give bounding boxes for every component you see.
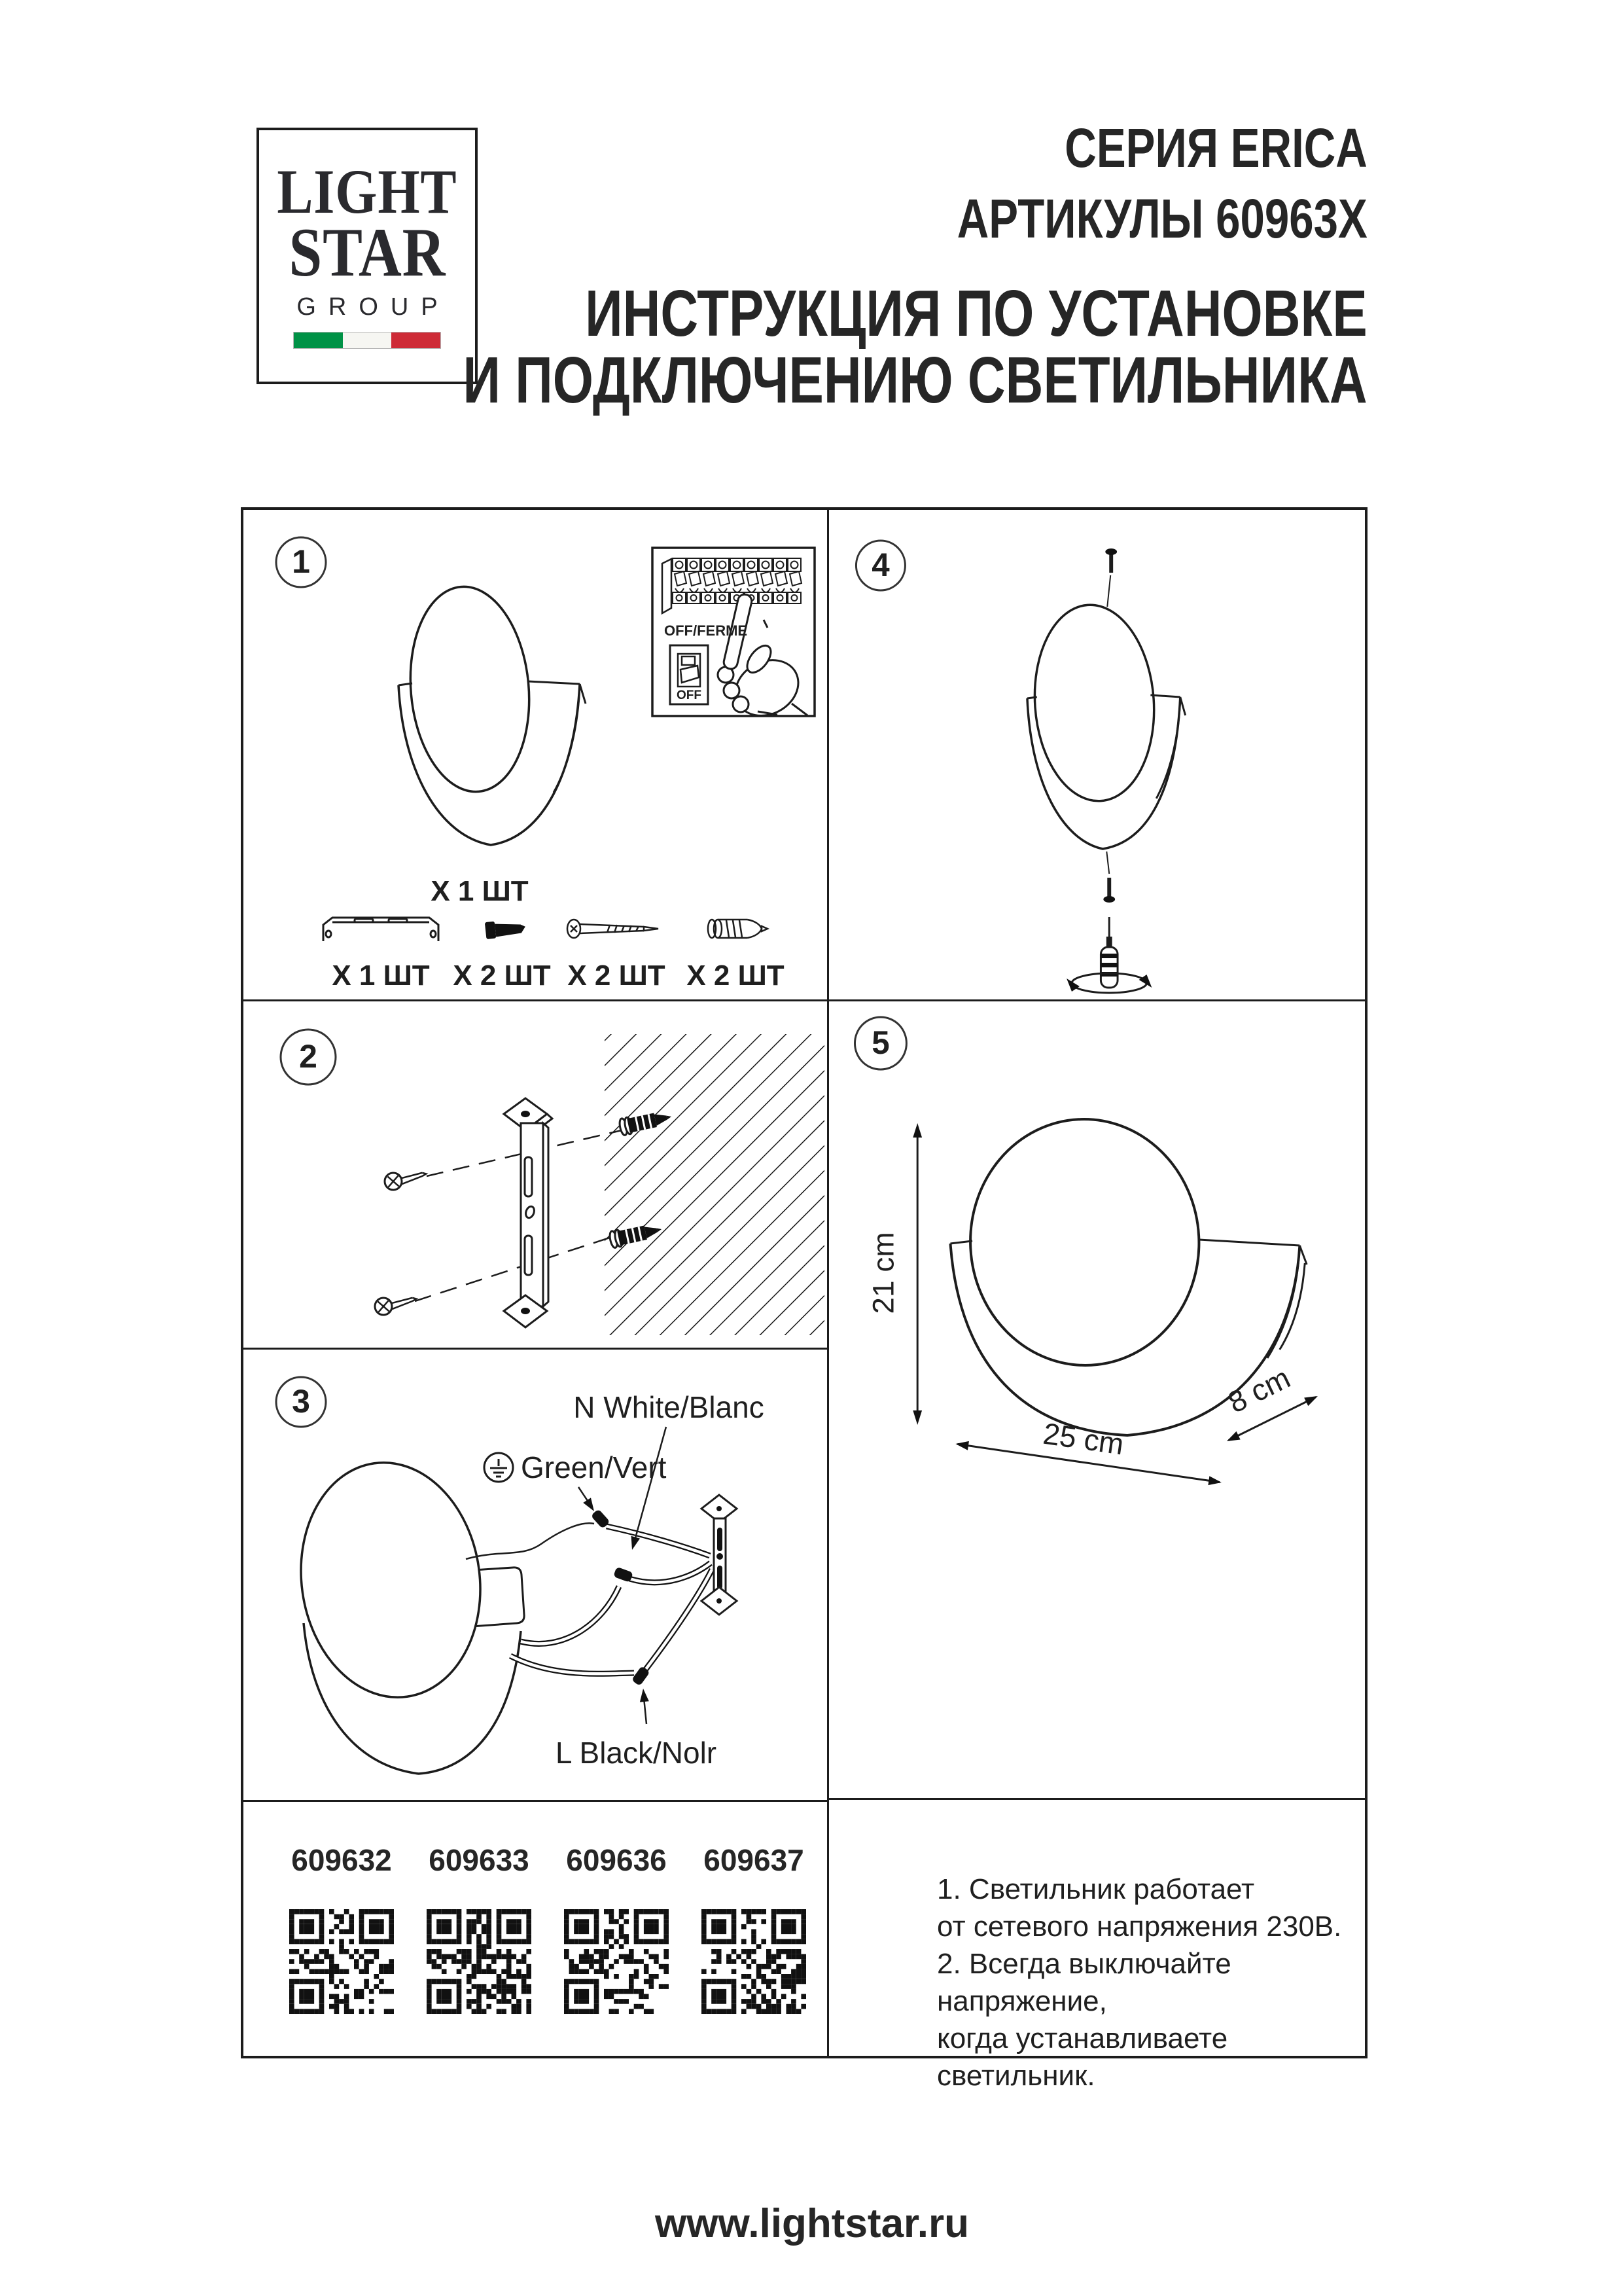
top-screw-icon — [1105, 548, 1117, 573]
step-number: 5 — [872, 1024, 890, 1062]
qr-item — [701, 1842, 806, 1992]
step-number: 2 — [299, 1038, 317, 1075]
panel-step-4 — [829, 510, 1365, 1001]
screw-icon-lower — [374, 1295, 417, 1315]
panel-step-2 — [243, 1001, 829, 1350]
qr-code-image — [564, 1887, 669, 2036]
wall-anchor-part-icon — [708, 920, 768, 938]
note-line: от сетевого напряжения 230В. — [937, 1910, 1342, 1943]
wall-hatch-area — [605, 1034, 824, 1335]
panel-qr-codes — [243, 1802, 829, 2056]
qr-item — [564, 1842, 669, 1992]
alignment-dashes — [415, 1130, 622, 1301]
article-number: 609636 — [566, 1843, 667, 1877]
instruction-line-2: И ПОДКЛЮЧЕНИЮ СВЕТИЛЬНИКА — [463, 344, 1368, 417]
breaker-off-label: OFF/FERME — [664, 622, 748, 639]
bottom-screw-icon — [1103, 878, 1115, 903]
long-screw-qty-label: Х 2 ШТ — [567, 960, 665, 992]
height-dimension-arrow — [913, 1123, 922, 1425]
wall-lamp-drawing — [1027, 601, 1186, 849]
switch-off-label: OFF — [677, 689, 701, 702]
step3-illustration — [243, 1350, 827, 1800]
bracket-qty-label: Х 1 ШТ — [332, 960, 430, 992]
qr-code-image — [701, 1887, 806, 2036]
series-title-block — [855, 113, 1368, 254]
neutral-wire-label: N White/Blanc — [573, 1390, 764, 1424]
screw-icon-upper — [384, 1170, 427, 1190]
panel-step-5 — [829, 1001, 1365, 1800]
website-link[interactable]: www.lightstar.ru — [655, 2201, 969, 2246]
screwdriver-icon — [1067, 917, 1152, 993]
long-screw-part-icon — [567, 920, 658, 938]
bracket-part-icon — [323, 918, 438, 941]
instruction-grid — [241, 507, 1368, 2092]
article-number: 609633 — [429, 1843, 529, 1877]
step-number: 3 — [292, 1383, 310, 1420]
earth-ground-icon — [484, 1453, 513, 1482]
qr-code-image — [289, 1887, 394, 2036]
logo-word-light: LIGHT — [277, 156, 457, 226]
width-dimension-label: 25 cm — [1041, 1416, 1126, 1462]
short-screw-qty-label: Х 2 ШТ — [453, 960, 551, 992]
panel-notes — [829, 1800, 1365, 2092]
step4-illustration — [829, 510, 1365, 999]
step5-illustration — [829, 1001, 1365, 1798]
qr-item — [289, 1842, 394, 1992]
panel-step-1 — [243, 510, 829, 1001]
step2-illustration — [243, 1001, 827, 1348]
arrow-head-ground — [583, 1498, 594, 1511]
step-number: 1 — [292, 543, 310, 580]
screw-axis-line-bottom — [1106, 852, 1109, 874]
articles-label: АРТИКУЛЫ 60963Х — [957, 188, 1368, 249]
qr-list — [243, 1802, 827, 1992]
step1-illustration — [243, 510, 827, 999]
short-screw-part-icon — [485, 918, 526, 939]
arrow-head-live — [640, 1689, 649, 1702]
mounting-bracket-drawing — [504, 1098, 552, 1327]
note-line: 2. Всегда выключайте напряжение, — [937, 1948, 1231, 2017]
note-line: когда устанавливаете светильник. — [937, 2022, 1228, 2092]
article-number: 609632 — [291, 1843, 392, 1877]
article-number: 609637 — [703, 1843, 804, 1877]
note-line: 1. Светильник работает — [937, 1873, 1255, 1905]
screw-axis-line-top — [1107, 575, 1110, 607]
logo-word-star: STAR — [289, 213, 446, 291]
lamp-side-drawing — [286, 1451, 524, 1774]
live-wire-label: L Black/Nolr — [555, 1736, 717, 1770]
series-label: СЕРИЯ ERICA — [1065, 117, 1368, 179]
height-dimension-label: 21 cm — [866, 1232, 900, 1314]
wall-lamp-drawing — [398, 582, 586, 845]
arrow-head-neutral — [631, 1536, 640, 1550]
ground-wire-label: Green/Vert — [521, 1450, 667, 1484]
safety-notes — [829, 1800, 1365, 2094]
step-number: 4 — [872, 546, 890, 584]
qr-code-image — [427, 1887, 531, 2036]
qr-item — [427, 1842, 531, 1992]
anchor-qty-label: Х 2 ШТ — [686, 960, 785, 992]
instruction-line-1: ИНСТРУКЦИЯ ПО УСТАНОВКЕ — [585, 277, 1368, 350]
depth-dimension-label: 8 cm — [1223, 1361, 1296, 1420]
panel-step-3 — [243, 1350, 829, 1802]
lamp-qty-label: Х 1 ШТ — [431, 875, 529, 907]
logo-word-group: GROUP — [296, 293, 450, 321]
instruction-heading — [237, 277, 1368, 417]
